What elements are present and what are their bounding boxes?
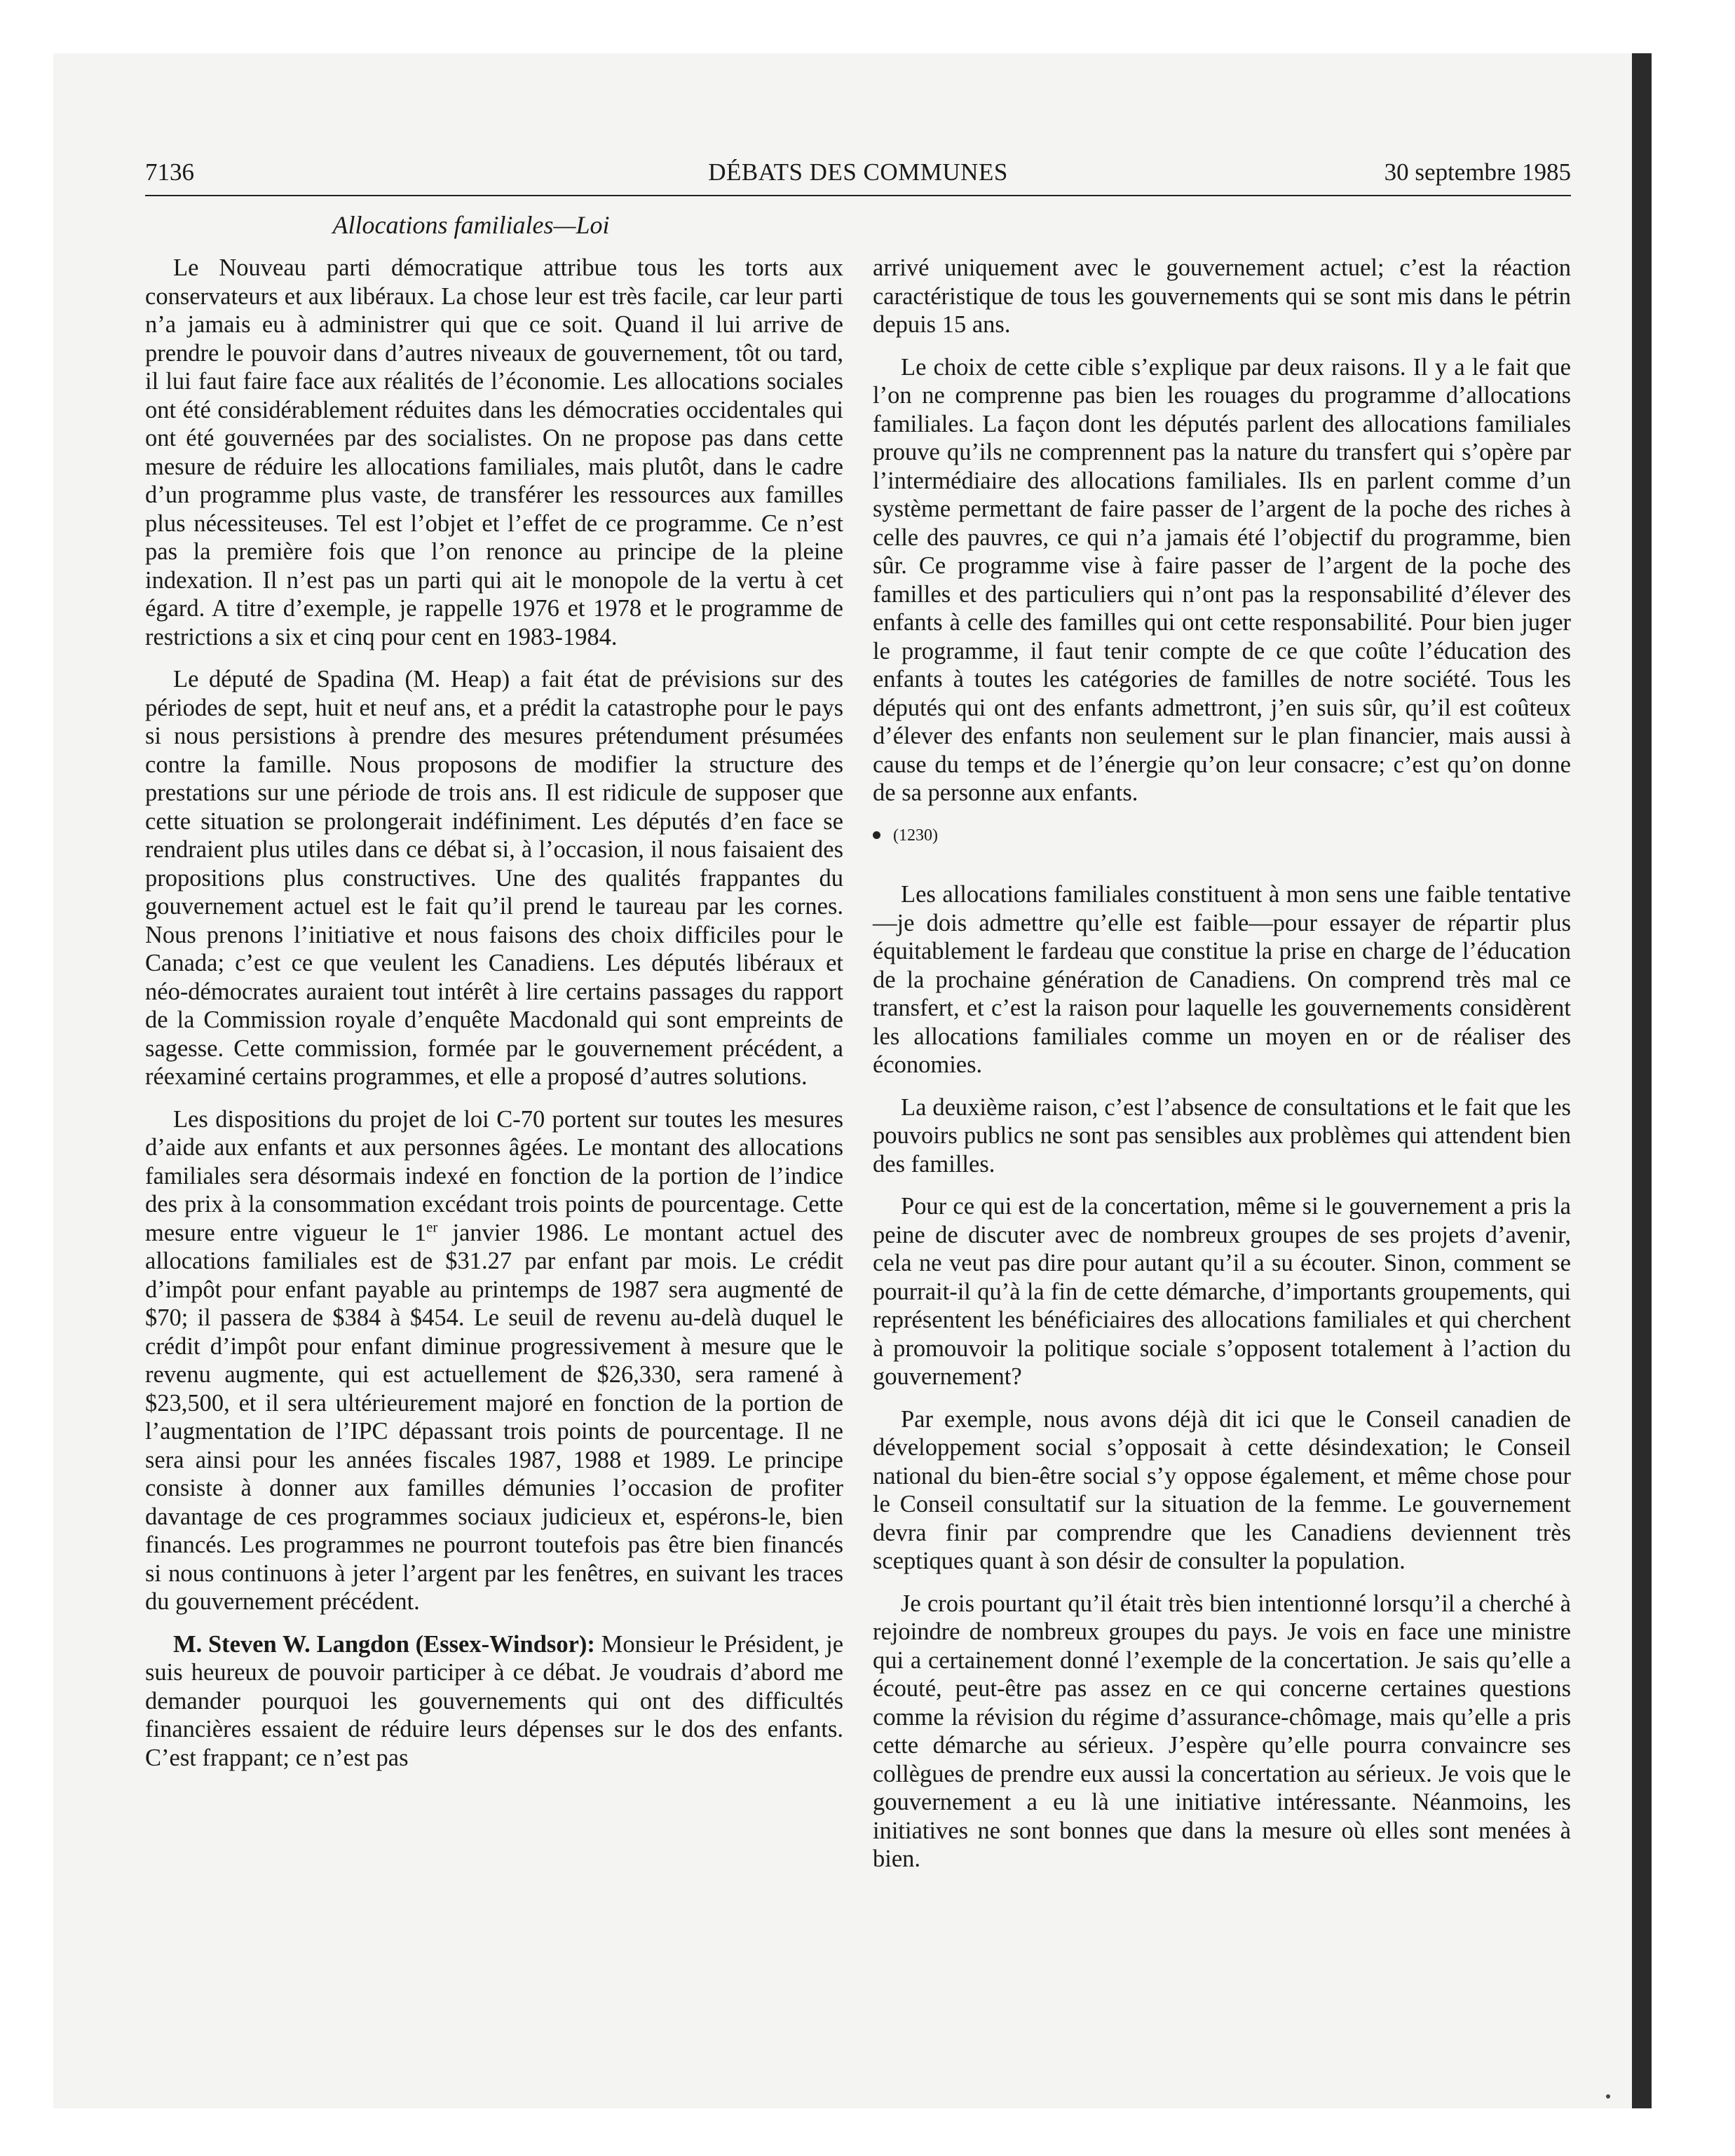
paragraph: Par exemple, nous avons déjà dit ici que le Conseil canadien de développement social s’opposait à cette désindexation; le Conseil national du bien-être social s’y oppose également, et même chose pour le Conseil consultatif sur la situation de la femme. Le gouvernement devra finir par comprendre que les Canadiens deviennent très sceptiques quant à son désir de consulter la population. — [873, 1405, 1571, 1574]
paragraph: Les allocations familiales constituent à mon sens une faible tentative—je dois admettre qu’elle est faible—pour essayer de répartir plus équitablement le fardeau que constitue la prise en charge de l’éducation de la prochaine génération de Canadiens. On comprend très mal ce transfert, et c’est la raison pour laquelle les gouvernements considèrent les allocations familiales comme un moyen en or de réaliser des économies. — [873, 881, 1571, 1078]
page-number: 7136 — [145, 158, 194, 186]
scan-speck — [1606, 2094, 1610, 2099]
paragraph: Le choix de cette cible s’explique par deux raisons. Il y a le fait que l’on ne comprenne pas bien les rouages du programme d’allocations familiales. La façon dont les députés parlent des allocations familiales prouve qu’ils ne comprennent pas la nature du transfert qui s’opère par l’intermédiaire des allocations familiales. Ils en parlent comme d’un système permettant de faire passer de l’argent de la poche des riches à celle des pauvres, ce qui n’a jamais été l’objectif du programme, bien sûr. Ce programme vise à faire passer de l’argent de la poche des familles et des particuliers qui n’ont pas la responsabilité d’élever des enfants à celle des familles qui ont cette responsabilité. Pour bien juger le programme, il faut tenir compte de ce que coûte l’éducation des enfants à toutes les catégories de familles de notre société. Tous les députés qui ont des enfants admettront, j’en suis sûr, qu’il est coûteux d’élever des enfants non seulement sur le plan financier, mais aussi à cause du temps et de l’énergie qu’on leur consacre; c’est qu’on donne de sa personne aux enfants. — [873, 353, 1571, 806]
time-marker: (1230) — [873, 821, 1571, 850]
publication-title: DÉBATS DES COMMUNES — [708, 158, 1008, 186]
scan-edge-bar — [1632, 53, 1652, 2108]
paragraph: Le Nouveau parti démocratique attribue tous les torts aux conservateurs et aux libéraux. La chose leur est très facile, car leur parti n’a jamais eu à administrer qui que ce soit. Quand il lui arrive de prendre le pouvoir dans d’autres niveaux de gouvernement, tôt ou tard, il lui faut faire face aux réalités de l’économie. Les allocations sociales ont été considérablement réduites dans les démocraties occidentales qui ont été gouvernées par des socialistes. On ne propose pas dans cette mesure de réduire les allocations familiales, mais plutôt, dans le cadre d’un programme plus vaste, de transférer les ressources aux familles plus nécessiteuses. Tel est l’objet et l’effet de ce programme. Ce n’est pas la première fois que l’on renonce au principe de la pleine indexation. Il n’est pas un parti qui ait le monopole de la vertu à cet égard. A titre d’exemple, je rappelle 1976 et 1978 et le programme de restrictions a six et cinq pour cent en 1983-1984. — [145, 254, 843, 650]
left-column — [145, 254, 843, 1786]
header-date: 30 septembre 1985 — [1384, 158, 1571, 186]
right-column — [873, 254, 1571, 1888]
speaker-paragraph: M. Steven W. Langdon (Essex-Windsor): Monsieur le Président, je suis heureux de pouvoir participer à ce débat. Je voudrais d’abord me demander pourquoi les gouvernements qui ont des difficultés financières essaient de réduire leurs dépenses sur le dos des enfants. C’est frappant; ce n’est pas — [145, 1630, 844, 1771]
paragraph: Pour ce qui est de la concertation, même si le gouvernement a pris la peine de discuter avec de nombreux groupes de ses projets d’avenir, cela ne veut pas dire pour autant qu’il a su écouter. Sinon, comment se pourrait-il qu’à la fin de cette démarche, d’importants groupements, qui représentent les bénéficiaires des allocations familiales et qui cherchent à promouvoir la politique sociale s’opposent totalement à l’action du gouvernement? — [873, 1193, 1571, 1390]
paragraph: Le député de Spadina (M. Heap) a fait état de prévisions sur des périodes de sept, huit et neuf ans, et a prédit la catastrophe pour le pays si nous persistions à prendre des mesures prétendument présumées contre la famille. Nous proposons de modifier la structure des prestations sur une période de trois ans. Il est ridicule de supposer que cette situation se prolongerait indéfiniment. Les députés d’en face se rendraient plus utiles dans ce débat si, à l’occasion, il nous faisaient des propositions plus constructives. Une des qualités frappantes du gouvernement actuel est le fait qu’il prend le taureau par les cornes. Nous prenons l’initiative et nous faisons des choix difficiles pour le Canada; c’est ce que veulent les Canadiens. Les députés libéraux et néo-démocrates auraient tout intérêt à lire certains passages du rapport de la Commission royale d’enquête Macdonald qui sont empreints de sagesse. Cette commission, formée par le gouvernement précédent, a réexaminé certains programmes, et elle a proposé d’autres solutions. — [145, 666, 843, 1090]
section-title: Allocations familiales—Loi — [332, 211, 610, 239]
paragraph: arrivé uniquement avec le gouvernement actuel; c’est la réaction caractéristique de tous les gouvernements qui se sont mis dans le pétrin depuis 15 ans. — [873, 254, 1571, 338]
paragraph: Les dispositions du projet de loi C-70 portent sur toutes les mesures d’aide aux enfants et aux personnes âgées. Le montant des allocations familiales sera désormais indexé en fonction de la portion de l’indice des prix à la consommation excédant trois points de pourcentage. Cette mesure entre vigueur le 1er janvier 1986. Le montant actuel des allocations familiales est de $31.27 par enfant par mois. Le crédit d’impôt pour enfant payable au printemps de 1987 sera augmenté de $70; il passera de $384 à $454. Le seuil de revenu au-delà duquel le crédit d’impôt pour enfant diminue progressivement à mesure que le revenu augmente, qui est actuellement de $26,330, sera ramené à $23,500, et il sera ultérieurement majoré en fonction de la portion de l’augmentation de l’IPC dépassant trois points de pourcentage. Il ne sera ainsi pour les années fiscales 1987, 1988 et 1989. Le principe consiste à donner aux familles démunies l’occasion de profiter davantage de ces programmes sociaux judicieux et, espérons-le, bien financés. Les programmes ne pourront toutefois pas être bien financés si nous continuons à jeter l’argent par les fenêtres, en suivant les traces du gouvernement précédent. — [145, 1105, 843, 1615]
paragraph: La deuxième raison, c’est l’absence de consultations et le fait que les pouvoirs publics ne sont pas sensibles aux problèmes qui attendent bien des familles. — [873, 1093, 1571, 1178]
bullet-icon — [873, 831, 880, 839]
paragraph: Je crois pourtant qu’il était très bien intentionné lorsqu’il a cherché à rejoindre de nombreux groupes du pays. Je vois en face une ministre qui a certainement donné l’exemple de la concertation. Je sais qu’elle a écouté, peut-être pas assez en ce qui concerne certaines questions comme la révision du régime d’assurance-chômage, mais qu’elle a pris cette démarche au sérieux. J’espère qu’elle pourra convaincre ses collègues de prendre eux aussi la concertation au sérieux. Je vois que le gouvernement a eu là une initiative intéressante. Néanmoins, les initiatives ne sont bonnes que dans la mesure où elles sont menées à bien. — [873, 1590, 1571, 1872]
page-header — [145, 158, 1571, 196]
speaker-name: M. Steven W. Langdon (Essex-Windsor): — [173, 1630, 595, 1658]
